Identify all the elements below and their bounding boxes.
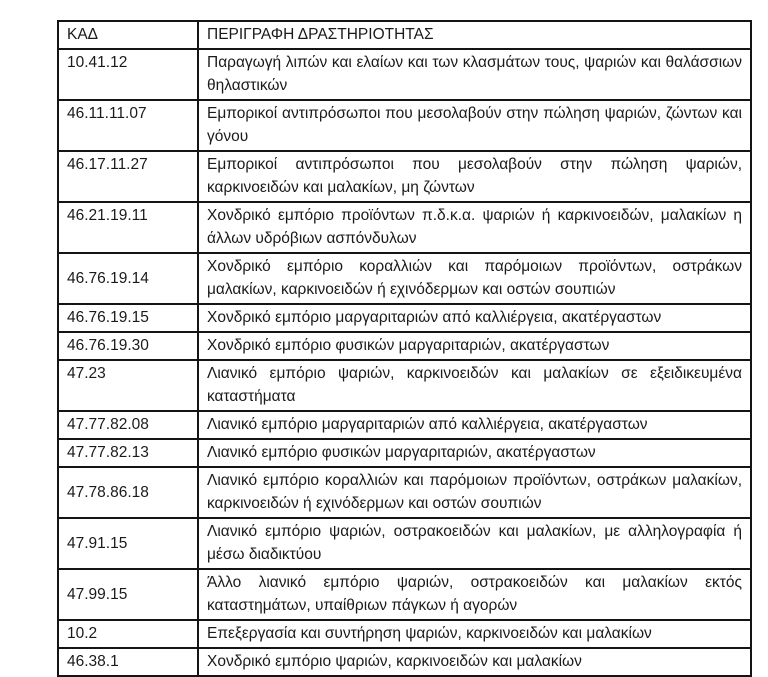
table-row [58, 100, 751, 151]
activity-description-cell: Χονδρικό εμπόριο φυσικών μαργαριταριών, ακατέργαστων [198, 332, 751, 360]
table-header-row [58, 21, 751, 49]
kad-activities-table-container [57, 20, 750, 677]
table-row [58, 360, 751, 411]
kad-code-cell: 47.77.82.08 [58, 411, 198, 439]
activity-description-cell: Παραγωγή λιπών και ελαίων και των κλασμάτων τους, ψαριών και θαλάσσιων θηλαστικών [198, 49, 751, 100]
activity-description-cell: Λιανικό εμπόριο κοραλλιών και παρόμοιων προϊόντων, οστράκων μαλακίων, καρκινοειδών ή εχινόδερμων και οστών σουπιών [198, 467, 751, 518]
activity-description-cell: Χονδρικό εμπόριο κοραλλιών και παρόμοιων προϊόντων, οστράκων μαλακίων, καρκινοειδών ή εχινόδερμων και οστών σουπιών [198, 253, 751, 304]
header-description: ΠΕΡΙΓΡΑΦΗ ΔΡΑΣΤΗΡΙΟΤΗΤΑΣ [198, 21, 751, 49]
kad-code-cell: 46.38.1 [58, 648, 198, 676]
kad-code-cell: 46.17.11.27 [58, 151, 198, 202]
kad-code-cell: 47.23 [58, 360, 198, 411]
table-row [58, 620, 751, 648]
table-row [58, 411, 751, 439]
activity-description-cell: Λιανικό εμπόριο φυσικών μαργαριταριών, ακατέργαστων [198, 439, 751, 467]
table-row [58, 151, 751, 202]
table-row [58, 304, 751, 332]
activity-description-cell: Επεξεργασία και συντήρηση ψαριών, καρκινοειδών και μαλακίων [198, 620, 751, 648]
activity-description-cell: Χονδρικό εμπόριο ψαριών, καρκινοειδών και μαλακίων [198, 648, 751, 676]
activity-description-cell: Λιανικό εμπόριο ψαριών, οστρακοειδών και μαλακίων, με αλληλογραφία ή μέσω διαδικτύου [198, 518, 751, 569]
kad-code-cell: 47.78.86.18 [58, 467, 198, 518]
kad-activities-table [57, 20, 752, 677]
kad-code-cell: 47.91.15 [58, 518, 198, 569]
table-row [58, 569, 751, 620]
activity-description-cell: Εμπορικοί αντιπρόσωποι που μεσολαβούν στην πώληση ψαριών, ζώντων και γόνου [198, 100, 751, 151]
table-row [58, 332, 751, 360]
activity-description-cell: Άλλο λιανικό εμπόριο ψαριών, οστρακοειδών και μαλακίων εκτός καταστημάτων, υπαίθριων πάγκων ή αγορών [198, 569, 751, 620]
table-row [58, 202, 751, 253]
activity-description-cell: Χονδρικό εμπόριο μαργαριταριών από καλλιέργεια, ακατέργαστων [198, 304, 751, 332]
table-row [58, 518, 751, 569]
table-row [58, 467, 751, 518]
kad-code-cell: 10.41.12 [58, 49, 198, 100]
kad-code-cell: 46.76.19.15 [58, 304, 198, 332]
kad-code-cell: 47.99.15 [58, 569, 198, 620]
table-row [58, 253, 751, 304]
header-kad: ΚΑΔ [58, 21, 198, 49]
table-row [58, 439, 751, 467]
activity-description-cell: Λιανικό εμπόριο μαργαριταριών από καλλιέργεια, ακατέργαστων [198, 411, 751, 439]
kad-code-cell: 46.11.11.07 [58, 100, 198, 151]
kad-code-cell: 46.76.19.14 [58, 253, 198, 304]
activity-description-cell: Λιανικό εμπόριο ψαριών, καρκινοειδών και μαλακίων σε εξειδικευμένα καταστήματα [198, 360, 751, 411]
kad-code-cell: 47.77.82.13 [58, 439, 198, 467]
kad-code-cell: 46.21.19.11 [58, 202, 198, 253]
kad-code-cell: 46.76.19.30 [58, 332, 198, 360]
kad-code-cell: 10.2 [58, 620, 198, 648]
activity-description-cell: Χονδρικό εμπόριο προϊόντων π.δ.κ.α. ψαριών ή καρκινοειδών, μαλακίων η άλλων υδρόβιων ασπόνδυλων [198, 202, 751, 253]
table-row [58, 49, 751, 100]
table-row [58, 648, 751, 676]
activity-description-cell: Εμπορικοί αντιπρόσωποι που μεσολαβούν στην πώληση ψαριών, καρκινοειδών και μαλακίων, μη ζώντων [198, 151, 751, 202]
